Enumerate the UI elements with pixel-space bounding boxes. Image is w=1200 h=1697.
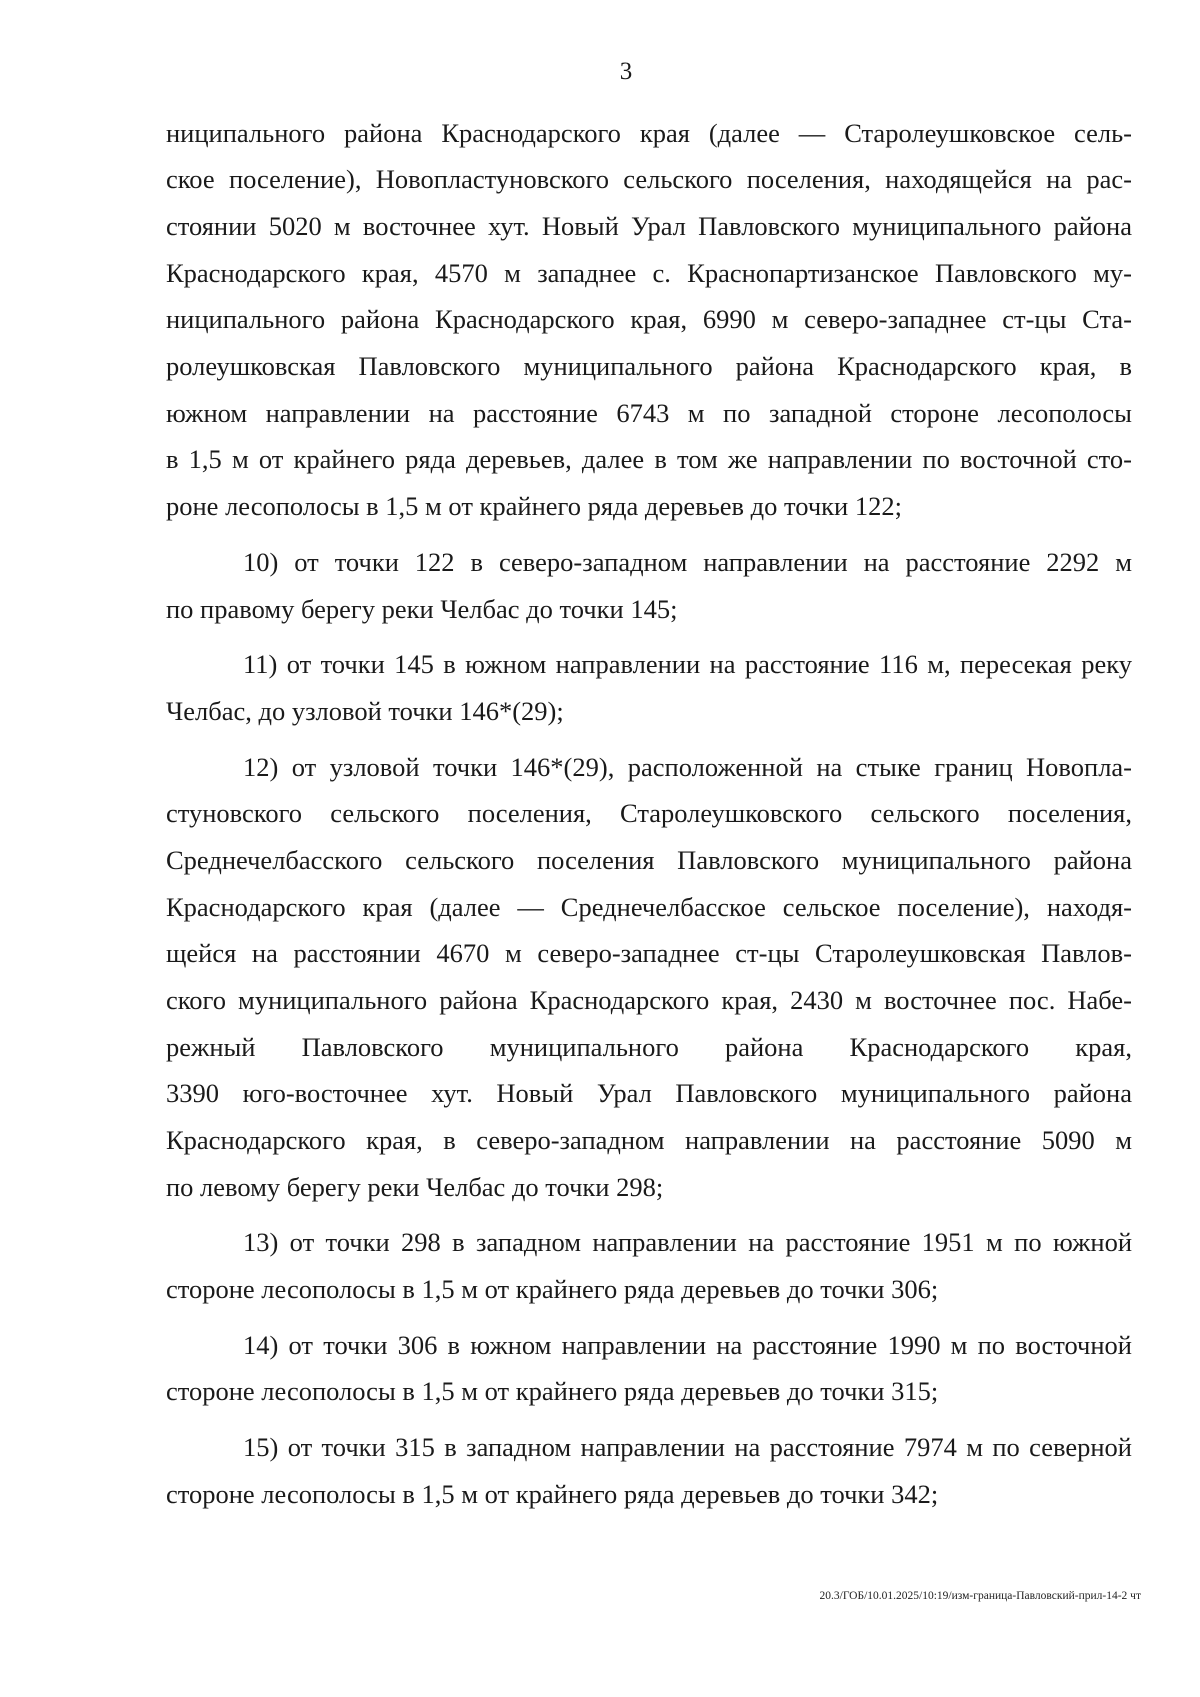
text-line: ское поселение), Новопластуновского сельского поселения, находящейся на рас- bbox=[166, 164, 1132, 194]
text-line: Краснодарского края, 4570 м западнее с. Краснопартизанское Павловского му- bbox=[166, 258, 1132, 288]
page-number: 3 bbox=[619, 58, 633, 85]
text-line: 10) от точки 122 в северо-западном направлении на расстояние 2292 м bbox=[243, 547, 1132, 577]
text-line: 15) от точки 315 в западном направлении на расстояние 7974 м по северной bbox=[243, 1432, 1132, 1462]
text-line: в 1,5 м от крайнего ряда деревьев, далее в том же направлении по восточной сто- bbox=[166, 444, 1132, 474]
text-line: 3390 юго-восточнее хут. Новый Урал Павловского муниципального района bbox=[166, 1078, 1132, 1108]
text-line: стуновского сельского поселения, Старолеушковского сельского поселения, bbox=[166, 798, 1132, 828]
text-line: по левому берегу реки Челбас до точки 298; bbox=[166, 1172, 664, 1202]
text-line: щейся на расстоянии 4670 м северо-западнее ст-цы Старолеушковская Павлов- bbox=[166, 938, 1132, 968]
text-line: ролеушковская Павловского муниципального района Краснодарского края, в bbox=[166, 351, 1132, 381]
text-line: 14) от точки 306 в южном направлении на расстояние 1990 м по восточной bbox=[243, 1330, 1132, 1360]
text-line: стороне лесополосы в 1,5 м от крайнего ряда деревьев до точки 306; bbox=[166, 1274, 939, 1304]
text-line: роне лесополосы в 1,5 м от крайнего ряда деревьев до точки 122; bbox=[166, 491, 902, 521]
text-line: Среднечелбасского сельского поселения Павловского муниципального района bbox=[166, 845, 1132, 875]
text-line: по правому берегу реки Челбас до точки 145; bbox=[166, 594, 678, 624]
document-footer-code: 20.3/ГОБ/10.01.2025/10:19/изм-граница-Павловский-прил-14-2 чт bbox=[819, 1590, 1141, 1602]
text-line: южном направлении на расстояние 6743 м по западной стороне лесополосы bbox=[166, 398, 1132, 428]
text-line: 12) от узловой точки 146*(29), расположенной на стыке границ Новопла- bbox=[243, 752, 1132, 782]
text-line: стороне лесополосы в 1,5 м от крайнего ряда деревьев до точки 342; bbox=[166, 1479, 939, 1509]
text-line: Краснодарского края (далее — Среднечелбасское сельское поселение), находя- bbox=[166, 892, 1132, 922]
text-line: ниципального района Краснодарского края, 6990 м северо-западнее ст-цы Ста- bbox=[166, 304, 1132, 334]
text-line: 11) от точки 145 в южном направлении на расстояние 116 м, пересекая реку bbox=[243, 649, 1132, 679]
text-line: ского муниципального района Краснодарского края, 2430 м восточнее пос. Набе- bbox=[166, 985, 1132, 1015]
text-line: 13) от точки 298 в западном направлении на расстояние 1951 м по южной bbox=[243, 1227, 1132, 1257]
text-line: Челбас, до узловой точки 146*(29); bbox=[166, 696, 564, 726]
text-line: ниципального района Краснодарского края (далее — Старолеушковское сель- bbox=[166, 118, 1132, 148]
text-line: стоянии 5020 м восточнее хут. Новый Урал Павловского муниципального района bbox=[166, 211, 1132, 241]
text-line: режный Павловского муниципального района Краснодарского края, bbox=[166, 1032, 1132, 1062]
text-line: стороне лесополосы в 1,5 м от крайнего ряда деревьев до точки 315; bbox=[166, 1376, 939, 1406]
text-line: Краснодарского края, в северо-западном направлении на расстояние 5090 м bbox=[166, 1125, 1132, 1155]
